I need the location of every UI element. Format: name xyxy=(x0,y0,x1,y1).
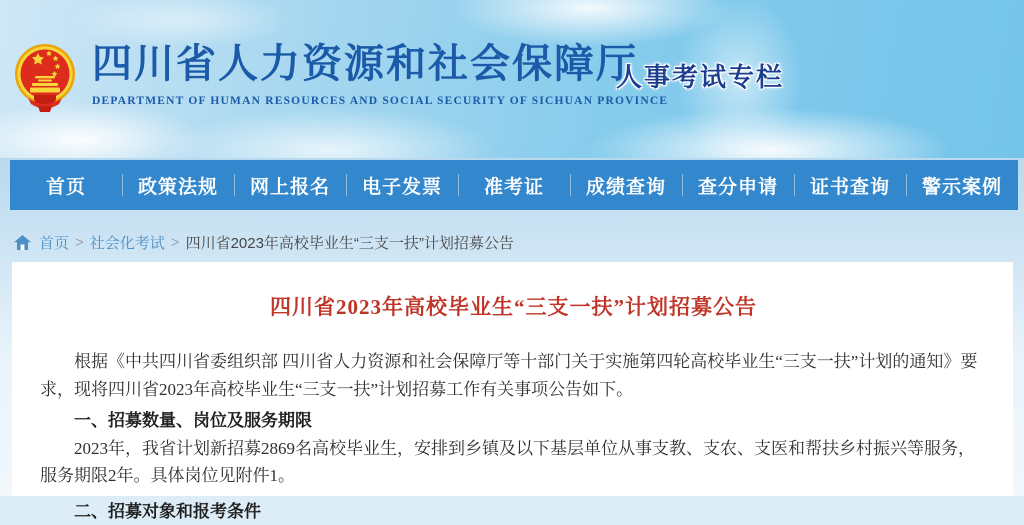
announcement-heading-2: 二、招募对象和报考条件 xyxy=(40,498,987,525)
nav-item-home[interactable]: 首页 xyxy=(10,160,122,210)
nav-item-policies[interactable]: 政策法规 xyxy=(122,160,234,210)
site-header xyxy=(0,0,1024,158)
breadcrumb-current-page: 四川省2023年高校毕业生“三支一扶”计划招募公告 xyxy=(186,232,514,253)
page-body xyxy=(0,158,1024,496)
nav-item-certificates[interactable]: 证书查询 xyxy=(794,160,906,210)
org-name-english: DEPARTMENT OF HUMAN RESOURCES AND SOCIAL SECURITY OF SICHUAN PROVINCE xyxy=(92,95,612,107)
breadcrumb-category-link[interactable]: 社会化考试 xyxy=(90,232,165,253)
breadcrumb-separator: > xyxy=(75,234,84,251)
announcement-heading-1: 一、招募数量、岗位及服务期限 xyxy=(40,407,987,435)
home-icon[interactable] xyxy=(14,235,31,251)
nav-item-invoice[interactable]: 电子发票 xyxy=(346,160,458,210)
org-titles xyxy=(92,42,612,107)
national-emblem-logo xyxy=(14,40,76,118)
nav-item-admission[interactable]: 准考证 xyxy=(458,160,570,210)
org-name: 四川省人力资源和社会保障厅 xyxy=(92,42,612,86)
announcement-title: 四川省2023年高校毕业生“三支一扶”计划招募公告 xyxy=(40,294,987,320)
main-navbar xyxy=(10,160,1018,210)
announcement-paragraph-intro: 根据《中共四川省委组织部 四川省人力资源和社会保障厅等十部门关于实施第四轮高校毕业生“三支一扶”计划的通知》要求，现将四川省2023年高校毕业生“三支一扶”计划招募工作有关事项公告如下。 xyxy=(40,348,987,403)
exam-column-label: 人事考试专栏 xyxy=(616,57,784,94)
breadcrumb xyxy=(14,232,514,253)
nav-item-registration[interactable]: 网上报名 xyxy=(234,160,346,210)
nav-item-scores[interactable]: 成绩查询 xyxy=(570,160,682,210)
breadcrumb-separator: > xyxy=(171,234,180,251)
announcement-card xyxy=(12,262,1013,496)
breadcrumb-home-link[interactable]: 首页 xyxy=(39,232,69,253)
announcement-paragraph-quota: 2023年，我省计划新招募2869名高校毕业生，安排到乡镇及以下基层单位从事支教、支农、支医和帮扶乡村振兴等服务，服务期限2年。具体岗位见附件1。 xyxy=(40,435,987,490)
nav-item-score-review[interactable]: 查分申请 xyxy=(682,160,794,210)
nav-item-warnings[interactable]: 警示案例 xyxy=(906,160,1018,210)
